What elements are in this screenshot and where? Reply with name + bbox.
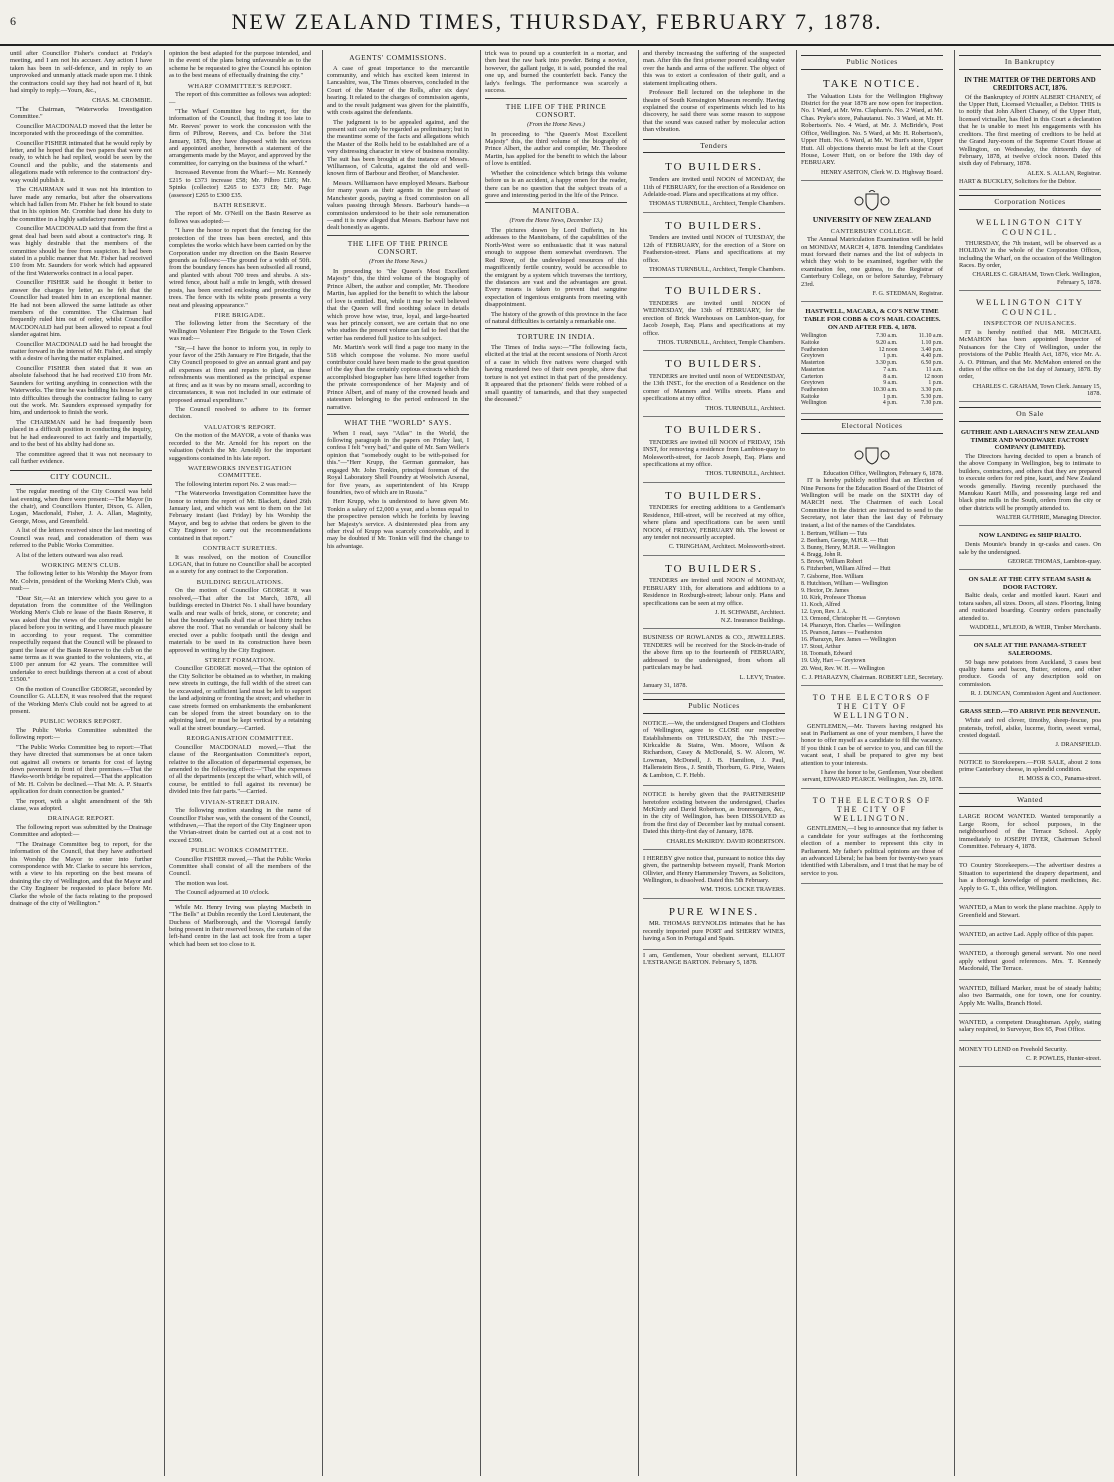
table-cell: 12 noon — [924, 373, 943, 380]
notice-signature: CHARLES C. GRAHAM, Town Clerk. Wellington, February 5, 1878. — [972, 271, 1101, 286]
notice-heading: TO BUILDERS. — [665, 219, 763, 232]
table-row — [801, 360, 943, 367]
column-1 — [6, 50, 156, 1476]
subheading: FIRE BRIGADE. — [214, 311, 266, 319]
paragraph: The report, with a slight amendment of the 9th clause, was adopted. — [10, 797, 152, 813]
notice-heading: GRASS SEED.—TO ARRIVE PER BENVENUE. — [959, 708, 1101, 716]
article-heading: AGENTS' COMMISSIONS. — [349, 53, 447, 62]
section-heading-public-notices: Public Notices — [801, 55, 943, 70]
paragraph: Councillor FISHER then stated that it was an absolute falsehood that he had received £10 from Mr. Saunders for writing anything in connection with the Waterworks. The time he was building his house he got into difficulties through the contractor failing to carry out the work. Mr. Saunders expressed sympathy for him, and undertook to finish the work. — [10, 364, 152, 417]
electors-notice — [801, 688, 943, 789]
article-heading: THE LIFE OF THE PRINCE CONSORT. — [347, 238, 449, 257]
notice-text: MONEY TO LEND on Freehold Security. — [959, 1045, 1068, 1053]
notice-signature: HENRY ASHTON, Clerk W. D. Highway Board. — [820, 168, 943, 176]
notice-heading: PURE WINES. — [668, 905, 760, 918]
column-5 — [638, 50, 789, 1476]
notice-signature: GEORGE THOMAS, Lambton-quay. — [1007, 557, 1101, 565]
notice-signature: I have the honor to be, Gentlemen, Your obedient servant, EDWARD PEARCE. Wellington, Jan. 29, 1878. — [802, 769, 943, 784]
notice-date: Education Office, Wellington, February 6, 1878. — [823, 469, 943, 477]
notice-signature: THOMAS TURNBULL, Architect, Temple Chambers. — [649, 200, 785, 208]
notice-heading: TO BUILDERS. — [665, 423, 763, 436]
paragraph: "The Drainage Committee beg to report, for the information of the Council, that they have authorised his Worship the Mayor to enter into further correspondence with Mr. Clarke to secure his services, with a view to his reporting on the best means of draining the city of Wellington, and that the Mayor and the City Engineer be requested to place before Mr. Clarke the whole of the facts relating to the proposed drainage of the city of Wellington." — [10, 840, 152, 908]
paragraph: "I have the honor to report that the fencing for the protection of the trees has been erected, and this completes the works which have been carried on by the Corporation under my direction on the Basin Reserve grounds as follows:—The ground for a width of 50ft. from the boundary fences has been subsoiled all round, and planted with about 700 trees and shrubs. A six-wired fence, about half a mile in length, with dressed posts, has been erected enclosing and protecting the trees. The fence with its white posts presents a very neat and pleasing appearance." — [169, 227, 311, 309]
notice-signature: L. LEVY, Trustee. — [739, 673, 785, 681]
paragraph: Councillor MACDONALD said that from the first a great deal had been said about a contractor's ring. It was highly desirable that the members of the committee should be free from suspicion. It had been stated in a public manner that Mr. Fisher had received £10 from Mr. Saunders for work which had appeared of the first Waterworks contract in a local paper. — [10, 225, 152, 277]
sale-notice — [959, 756, 1101, 788]
table-cell: Masterton — [801, 360, 825, 367]
table-cell: 1 p.m. — [882, 353, 898, 360]
paragraph: In proceeding to "the Queen's Most Excellent Majesty" this, the third volume of the biography of Prince Albert, the author and compiler, Mr. Theodore Martin, has applied for the benefit to which the labour of love is entitled. But, while it may be well believed that the Queen will find soothing solace in details which prove how wise, true, loyal, and large-hearted was her princely consort, we are certain that no one who studies the present volume can fail to feel that the writer has rendered full justice to his subject. — [327, 267, 469, 342]
notice-signature: THOS. TURNBULL, Architect. — [705, 470, 785, 478]
notice-signature: F. G. STEDMAN, Registrar. — [872, 290, 943, 298]
paragraph: The CHAIRMAN said he had frequently been placed in a difficult position in conducting the inquiry, but he had endeavoured to act fairly and impartially, and to the best of his ability had done so. — [10, 418, 152, 449]
notice-signature: H. MOSS & CO., Panama-street. — [1018, 775, 1101, 783]
notice-signature: CHARLES C. GRAHAM, Town Clerk. January 15, 1878. — [972, 382, 1101, 397]
paragraph: Increased Revenue from the Wharf:— Mr. Kennedy £215 to £373 increase £58; Mr. Pilbro £185; Mr. Spinks (collector) £265 to £373 £8; Mr. Page (assessor) £265 to £300 £35. — [169, 169, 311, 199]
wanted-notice — [959, 859, 1101, 899]
paragraph: "The Waterworks Investigation Committee have the honor to return the report of Mr. Blackett, dated 26th January last, and which was sent to them on the 1st February instant (last Friday) by his Worship the Mayor, and beg to advise that orders be given to the City Engineer to carry out the recommendations contained in that report." — [169, 490, 311, 542]
notice-text: NOTICE.—We, the undersigned Drapers and Clothiers of Wellington, agree to CLOSE our respective Establishments on THURSDAY, the 7th INST.:— Kirkcaldie & Stains, Wm. Moore, Wilson & Richardson, Casey & McDonald, S. W. Alcorn, W. Lowman, McDonell, J. B. Hamilton, J. Paul, Hallenstein Bros., J. Smith, Thorburn, G. Pirie, Waters & Lambton, C. F. Hebb. — [643, 719, 785, 779]
table-cell: Wellington — [801, 400, 827, 407]
paragraph: While Mr. Henry Irving was playing Macbeth in "The Bells" at Dublin recently the Lord Lieutenant, the Duchess of Marlborough, and the Viceregal family being present in their reserved boxes, the curtain of the left-hand centre in the last act took fire from a taper which had been set too close to it. — [169, 903, 311, 948]
notice-heading: UNIVERSITY OF NEW ZEALAND — [812, 214, 932, 224]
paragraph: Councillor FISHER intimated that he would reply by letter, and he hoped that the two papers that were not ready, to which he had replied, would be seen by the Council and the public, and the statements and allegations made with reference to the contractors' dry-way would publish it. — [10, 139, 152, 184]
notice-text: Of the Bankruptcy of JOHN ALBERT CHANEY, of the Upper Hutt, Licensed Victualler, a Debtor. THIS is to notify that John Albert Chaney, of the Upper Hutt, licensed victualler, has filed in this Court a declaration that he is unable to meet his engagements with his creditors. The first meeting of creditors to be held at the Grand Jury-room of the Supreme Court House at Wellington, on Wednesday, the thirteenth day of February, 1878, at twelve o'clock noon. Dated this sixth day of February, 1878. — [959, 93, 1101, 168]
list-item: 15. Pearson, James — Featherston — [801, 630, 883, 637]
table-cell: Carterton — [801, 373, 823, 380]
tender-notice — [643, 353, 785, 417]
paragraph: "The Wharf Committee beg to report, for the information of the Council, that finding it too late to Mr. Reeves' power to work the concession with the firm of Pilbrow, Reeves, and Co. before the 31st January, 1878, they have disposed with his services and appointed another, herewith a statement of the arrangements made by the Mayor, and approved by the committee, for carrying on the business of the wharf." — [169, 107, 311, 167]
list-item: 3. Bunny, Henry, M.H.R. — Wellington — [801, 545, 896, 552]
paragraph: "The Public Works Committee beg to report:—That they have directed that summonses be at once taken out against all owners or tenants for cost of laying down pavement in front of their premises.—That the Hawks-worth bridge be repaired.—That the application of Mr. H. Colvin be declined.—That Mr. A. P. Stuart's application for drain connection be granted." — [10, 743, 152, 796]
list-item: 7. Gisborne, Hon. William — [801, 573, 864, 580]
section-heading-bankruptcy: In Bankruptcy — [959, 55, 1101, 70]
wines-notice — [643, 901, 785, 950]
list-item: 4. Bragg, John R. — [801, 552, 843, 559]
column-2 — [164, 50, 315, 1476]
list-item: 9. Hector, Dr. James — [801, 587, 849, 594]
wanted-notice — [959, 928, 1101, 945]
paragraph: The judgment is to be appealed against, and the present suit can only be regarded as preliminary; but in the meantime some of the facts and allegations which the Master of the Rolls held to be established are of a very distressing character in view of business morality. The suit has been brought at the instance of Messrs. Williamson, of Calcutta, against the old and well-known firm of Barbour and Brother, of Manchester. — [327, 118, 469, 178]
tender-notice — [643, 419, 785, 483]
table-cell: Kaitoke — [801, 393, 820, 400]
list-item: 12. Lyon, Rev. J. A. — [801, 608, 848, 615]
paragraph: Councillor MACDONALD said he had brought the matter forward in the interest of Mr. Fisher, and simply with a desire of having the matter explained. — [10, 340, 152, 363]
notice-text: The Annual Matriculation Examination will be held on MONDAY, MARCH 4, 1878. Intending Candidates must forward their names and the list of subjects in which they wish to be examined, together with the examination fee, one guinea, to the Registrar of Canterbury College, on or before Saturday, February 23rd. — [801, 236, 943, 288]
education-board-notice — [801, 437, 943, 686]
article-heading: MANITOBA. — [532, 206, 580, 216]
paragraph: Mr. Martin's work will find a page too many in the 518 which compose the volume. No more useful contributor could have been made to the great question of the day than the certainly copious extracts which the accomplished biographer has here lifted together from the private correspondence of her Majesty and of Prince Albert, and of many of the crowned heads and statesmen belonging to the period embraced in the narrative. — [327, 344, 469, 411]
table-cell: Greytown — [801, 380, 825, 387]
paragraph: The following letter from the Secretary of the Wellington Volunteer Fire Brigade to the Town Clerk was read:— — [169, 320, 311, 343]
section-heading-wanted: Wanted — [959, 793, 1101, 808]
subheading: WORKING MEN'S CLUB. — [41, 561, 121, 569]
notice-text: WANTED, Billiard Marker, must be of steady habits; also two Barmaids, one for town, one for country. Apply Mr. Wallis, Branch Hotel. — [959, 984, 1101, 1007]
paragraph: The history of the growth of this province in the face of natural difficulties is certainly a remarkable one. — [485, 310, 627, 326]
table-cell: 10.30 a.m. — [873, 386, 898, 393]
notice-text: TENDERS are invited until NOON of MONDAY, FEBRUARY 11th, for alterations and additions to a Residence in Roxburgh-street; labour only. Plans and specifications can be seen at my office. — [643, 577, 785, 607]
notice-text: WANTED, a thorough general servant. No one need apply without good references. Mrs. T. Kennedy Macdonald, The Terrace. — [959, 950, 1101, 973]
notice-text: WANTED, a competent Draughtsman. Apply, stating salary required, to Surveyor, Box 65, Post Office. — [959, 1018, 1101, 1034]
valuation-notice — [801, 73, 943, 181]
subheading: PUBLIC WORKS REPORT. — [39, 718, 123, 726]
paragraph: "Sir,—I have the honor to inform you, in reply to your favor of the 25th January re Fire Brigade, that the City Council proposed to give an annual grant and pay all expenses at fires and repairs to plant, as these refreshments was mentioned as the principal expense at fires; and as it was by no means small, according to circumstances, it was not included in our estimate of proposed annual expenditure." — [169, 344, 311, 404]
table-cell: Masterton — [801, 366, 825, 373]
paragraph: On the motion of the MAYOR, a vote of thanks was recorded to the Mr. Arnold for his report on the valuation (which the Mr. Arnold) for the important suggestions contained in his late report. — [169, 432, 311, 462]
notice-signature: WADDELL, M'LEOD, & WEIR, Timber Merchants. — [969, 624, 1101, 632]
notice-subheading: CANTERBURY COLLEGE. — [830, 227, 914, 235]
list-item: 13. Ormond, Christopher H. — Greytown — [801, 616, 900, 623]
notice-date: January 31, 1878. — [643, 681, 687, 689]
notice-heading: WELLINGTON CITY COUNCIL. — [976, 296, 1084, 317]
notice-text: TENDERS are invited till NOON of FRIDAY, 15th INST, for removing a residence from Lambton-quay to Molesworth-street, for Jacob Joseph, Esq. Plans and specifications at my office. — [643, 438, 785, 468]
list-item: 10. Kirk, Professor Thomas — [801, 594, 867, 601]
letter-signature: I am, Gentlemen, Your obedient servant, ELLIOT L'ESTRANGE BARTON. February 5, 1878. — [643, 951, 785, 967]
divider — [485, 328, 627, 329]
notice-signature: C. P. POWLES, Hunter-street. — [1026, 1055, 1101, 1063]
letter-signature: CHAS. M. CROMBIE. — [92, 96, 152, 104]
list-item: 17. Stout, Arthur — [801, 644, 841, 651]
paragraph: Councillor GEORGE moved,—That the opinion of the City Solicitor be obtained as to whether, in making new streets in cuttings, the full width of the street can be excavated, or sufficient land must be left to support the land adjoining or fronting the street; and whether in case streets formed on embankments the embankment can be sloped from the street boundary on to the adjoining land, or must be kept vertical by a retaining wall at the street boundary.—Carried. — [169, 665, 311, 732]
subheading: VALUATOR'S REPORT. — [203, 423, 277, 431]
money-notice — [959, 1043, 1101, 1068]
table-cell: 3.40 p.m. — [921, 346, 943, 353]
wanted-notice — [959, 947, 1101, 979]
notice-signature: C. TRINGHAM, Architect. Molesworth-street. — [668, 543, 785, 551]
royal-arms-icon — [852, 190, 892, 212]
tender-notice — [643, 558, 785, 630]
subheading: VIVIAN-STREET DRAIN. — [200, 798, 280, 806]
notice-text: WANTED, a Man to work the plane machine. Apply to Greenfield and Stewart. — [959, 904, 1101, 919]
list-item: 19. Udy, Hart — Greytown — [801, 658, 866, 665]
notice-heading: TO BUILDERS. — [665, 358, 763, 371]
notice-text: NOTICE is hereby given that the PARTNERSHIP heretofore existing between the undersigned, Charles McKirdy and David Robertson, as Ironmongers, &c., in the city of Wellington, has been DISSOLVED as from the first day of December last by mutual consent. Dated this thirty-first day of January, 1878. — [643, 791, 785, 836]
notice-text: 50 bags new potatoes from Auckland, 3 cases best quality hams and bacon, Butter, onions, and other produce. Goods of any description sold on commission. — [959, 658, 1101, 688]
notice-heading: TO THE ELECTORS OF THE CITY OF WELLINGTON. — [812, 692, 932, 721]
table-cell: 4 p.m. — [882, 400, 898, 407]
section-heading-on-sale: On Sale — [959, 407, 1101, 422]
paragraph: It was resolved, on the motion of Councillor LOGAN, that in future no Councillor shall be accepted as a surety for any contract to the Corporation. — [169, 553, 311, 576]
notice-signature: CHARLES McKIRDY. DAVID ROBERTSON. — [666, 837, 785, 845]
notice-heading: ON SALE AT THE PANAMA-STREET SALEROOMS. — [973, 642, 1087, 657]
paragraph: The following motion standing in the name of Councillor Fisher was, with the consent of the Council, withdrawn,—That the report of the City Engineer upon the Vivian-street drain be carried out at a cost not to exceed £390. — [169, 807, 311, 844]
notice-signature: THOS. TURNBULL, Architect, Temple Chambers. — [657, 339, 785, 347]
table-cell: 1 p.m. — [882, 393, 898, 400]
divider — [485, 202, 627, 203]
notice-address: N.Z. Insurance Buildings. — [720, 617, 785, 625]
sale-notice — [959, 528, 1101, 570]
notice-text: LARGE ROOM WANTED. Wanted temporarily a Large Room, for school purposes, in the neighbourhood of the Terrace School. Apply immediately to JOSEPH DYER, Chairman School Committee. February 4, 1878. — [959, 813, 1101, 851]
divider — [327, 414, 469, 415]
table-cell: 6.50 p.m. — [921, 360, 943, 367]
corporation-notice — [959, 213, 1101, 291]
table-cell: 3.30 p.m. — [875, 360, 898, 367]
notice-text: Baltic deals, cedar and mottled kauri. Kauri and totara sashes, all sizes. Doors, all sizes. Flooring, lining and rusticated boarding. Country orders punctually attended to. — [959, 592, 1101, 622]
paragraph: The regular meeting of the City Council was held last evening, when there were present:—The Mayor (in the chair), and Councillors Hunter, Dixon, G. Allen, Logan, Macdonald, Fisher, J. A. Allan, Maginity, George, Moss, and Greenfield. — [10, 488, 152, 525]
paragraph: The Council resolved to adhere to its former decision. — [169, 405, 311, 421]
notice-text: Tenders are invited until NOON of MONDAY, the 11th of FEBRUARY, for the erection of a Residence on Adelaide-road. Plans and specifications at my office. — [643, 176, 785, 199]
coach-timetable-notice — [801, 304, 943, 414]
table-cell: Featherston — [801, 346, 829, 353]
paragraph: The following letter to his Worship the Mayor from Mr. Colvin, president of the Working Men's Club, was read:— — [10, 570, 152, 593]
electors-notice — [801, 791, 943, 885]
table-cell: 11.10 a.m. — [918, 333, 943, 340]
sale-notice — [959, 425, 1101, 526]
notice-heading: GUTHRIE AND LARNACH'S NEW ZEALAND TIMBER AND WOODWARE FACTORY COMPANY (LIMITED). — [960, 428, 1100, 452]
notice-heading: HASTWELL, MACARA, & CO'S NEW TIME TABLE FOR COBB & CO'S MAIL COACHES. ON AND AFTER FEB. 4, 1878. — [803, 308, 941, 331]
subheading: CONTRACT SURETIES. — [202, 545, 278, 553]
paragraph: The report of this committee as follows was adopted:— — [169, 91, 311, 106]
list-item: 8. Hutchison, William — Wellington — [801, 580, 888, 587]
paragraph: On the motion of Councillor GEORGE, seconded by Councillor G. ALLEN, it was resolved that the request of the Working Men's Club could not be agreed to at present. — [10, 685, 152, 715]
public-notice — [643, 852, 785, 899]
notice-heading: TO BUILDERS. — [665, 489, 763, 502]
subheading: STREET FORMATION. — [204, 657, 276, 665]
list-item: 11. Koch, Alfred — [801, 601, 841, 608]
letter-addressee: "The Chairman, "Waterworks Investigation Committee." — [10, 105, 152, 121]
section-heading-electoral: Electoral Notices — [801, 419, 943, 434]
table-cell: 9 a.m. — [883, 380, 898, 387]
table-cell: 8 a.m. — [883, 373, 898, 380]
paragraph: trick was to pound up a counterfeit in a mortar, and then heat the raw bark into powder. Being a novice, however, the gallant judge, it is said, pounded the real one up, and burned the counterfeit back. Fancy the lady's feelings. The performance was scarcely a success. — [485, 50, 627, 95]
paragraph: A case of great importance to the mercantile community, and which has excited keen interest in Lancashire, was, The Times observes, concluded in the Court of the Master of the Rolls, after six days' hearing. It related to the charges of commission agents, and to the result judgment was given for the plaintiffs, with costs against the defendants. — [327, 64, 469, 117]
table-cell: 7.30 a.m. — [875, 333, 898, 340]
paragraph: The following interim report No. 2 was read:— — [175, 480, 297, 488]
table-cell: 7 a.m. — [883, 366, 898, 373]
tender-notice — [643, 485, 785, 556]
table-cell: 4.40 p.m. — [921, 353, 943, 360]
notice-text: MR. THOMAS REYNOLDS intimates that he has recently imported pure PORT and SHERRY WINES, having a Son in Portugal and Spain. — [643, 920, 785, 943]
section-heading-public-notices: Public Notices — [643, 699, 785, 714]
notice-signature: C. J. PHARAZYN, Chairman. ROBERT LEE, Secretary. — [801, 673, 943, 681]
notice-text: NOTICE to Storekeepers.—FOR SALE, about 2 tons prime Canterbury cheese, in splendid condition. — [959, 758, 1101, 773]
public-notice — [643, 788, 785, 850]
notice-heading: TO BUILDERS. — [665, 161, 763, 174]
table-cell: Kaitoke — [801, 339, 820, 346]
notice-text: IT is hereby publicly notified that an Election of Nine Persons for the Education Board of the District of Wellington will be made on the SIXTH day of MARCH next. The Chairmen of each Local Committee in the district are instructed to send to the Secretary, not later than the last day of February instant, a list of the names of the Candidates. — [801, 477, 943, 529]
table-cell: 7.30 p.m. — [921, 400, 943, 407]
paragraph: In proceeding to "the Queen's Most Excellent Majesty" this, the third volume of the biography of Prince Albert, the author and compiler, Mr. Theodore Martin, has applied for the benefit to which the labour of love is entitled. — [485, 130, 627, 168]
sale-notice — [959, 704, 1101, 753]
paragraph: The committee agreed that it was not necessary to call further evidence. — [10, 450, 152, 465]
notice-subheading: INSPECTOR OF NUISANCES. — [983, 320, 1077, 328]
notice-text: The Valuation Lists for the Wellington Highway District for the year 1878 are now open for inspection. No. 1 Ward, at Mr. Wm. Clapham's. No. 2 Ward, at Mr. Chas. Pryke's store, Pahautanui. No. 3 Ward, at Mr. H. Robertson's. No. 4 Ward, at Mr. J. McBride's, Post Office, Wellington. No. 5 Ward, at Mr. H. Robertson's, Upper Hutt. No. 6 Ward, at Mr. W. Burt's store, Upper Hutt. All objections thereto must be left at the Court House, Lower Hutt, on or before the 19th day of FEBRUARY. — [801, 92, 943, 167]
table-cell: 12 noon — [878, 346, 898, 353]
notice-text: TENDERS for erecting additions to a Gentleman's Residence, Hill-street, will be received at my office, where plans and specifications can be seen until NOON, of FRIDAY, FEBRUARY 8th. The lowest or any tender not necessarily accepted. — [643, 504, 785, 541]
paragraph: Whether the coincidence which brings this volume before us is an accident, a happy omen for the reader, there can be no question that the subject treats of a grave and interesting period in the life of the Prince. — [485, 169, 627, 200]
notice-text: White and red clover, timothy, sheep-fescue, poa pratensis, trefoil, alsike, lucerne, fiorin, sweet vernal, crested dogstail. — [959, 717, 1101, 739]
column-4 — [480, 50, 631, 1476]
paragraph: The report of Mr. O'Neill on the Basin Reserve as follows was adopted:— — [169, 210, 311, 225]
notice-heading: IN THE MATTER OF THE DEBTORS AND CREDITORS ACT, 1876. — [964, 76, 1096, 92]
notice-heading: TO THE ELECTORS OF THE CITY OF WELLINGTON. — [812, 795, 932, 824]
notice-heading: TAKE NOTICE. — [822, 77, 922, 90]
table-cell: Greytown — [801, 353, 825, 360]
table-row — [801, 353, 943, 360]
table-row — [801, 340, 943, 347]
notice-signature: ALEX. S. ALLAN, Registrar. — [1027, 169, 1101, 177]
wanted-notice — [959, 901, 1101, 926]
paragraph: The CHAIRMAN said it was not his intention to have made any remarks, but after the observations which had fallen from Mr. Fisher he felt bound to state that in his opinion Mr. Crombie had done his duty to the committee in a highly satisfactory manner. — [10, 186, 152, 223]
divider — [327, 235, 469, 236]
candidate-list — [801, 531, 943, 673]
notice-heading: TO BUILDERS. — [665, 285, 763, 298]
subheading: WATERWORKS INVESTIGATION COMMITTEE. — [188, 464, 292, 480]
list-item: 18. Toomath, Edward — [801, 651, 852, 658]
table-row — [801, 333, 943, 340]
notice-signature: WALTER GUTHRIE, Managing Director. — [996, 514, 1101, 522]
paragraph: The Public Works Committee submitted the following report:— — [10, 726, 152, 742]
section-heading-tenders: Tenders — [643, 139, 785, 154]
paragraph: and thereby increasing the suffering of the suspected man. After this the first prisoner poured scalding water over the hands and arms of the sufferer. The object of this was to extort a confession of their guilt, and a statement implicating others. — [643, 50, 785, 87]
table-row — [801, 380, 943, 387]
notice-solicitors: HART & BUCKLEY, Solicitors for the Debtor. — [959, 177, 1077, 185]
table-row — [801, 387, 943, 394]
bankruptcy-notice — [959, 73, 1101, 190]
divider — [485, 98, 627, 99]
list-item: 6. Fitzherbert, William Alfred — Hutt — [801, 566, 891, 573]
notice-heading: WELLINGTON CITY COUNCIL. — [976, 216, 1084, 237]
tender-notice — [643, 280, 785, 351]
paragraph: Councillor FISHER moved,—That the Public Works Committee shall consist of all the members of the Council. — [169, 855, 311, 878]
subheading: PUBLIC WORKS COMMITTEE. — [191, 847, 289, 855]
list-item: 1. Bertram, William — Tuts — [801, 531, 868, 538]
paragraph: Councillor FISHER said he thought it better to answer the charges by letter, as he felt that the Councillor had treated him in an exceptional manner. He had not been allowed the same latitude as other members of the committee. The Chairman had frequently ruled him out of order, whilst Councillor MACDONALD had put been allowed to repeat a foul slander against him. — [10, 279, 152, 339]
list-item: 16. Pharazyn, Rev. James — Wellington — [801, 637, 896, 644]
table-cell: 1 p.m. — [928, 380, 943, 387]
table-cell: 11 a.m. — [925, 366, 943, 373]
notice-signature: THOMAS TURNBULL, Architect, Temple Chambers. — [649, 266, 785, 274]
section-heading: CITY COUNCIL. — [10, 470, 152, 485]
notice-text: THURSDAY, the 7th instant, will be observed as a HOLIDAY in the whole of the Corporation Offices, including the Wharf, on the occasion of the Wellington Races. By order, — [959, 239, 1101, 269]
university-notice — [801, 183, 943, 302]
tender-notice — [643, 156, 785, 212]
paragraph: Herr Krupp, who is understood to have given Mr. Tonkin a salary of £2,000 a year, and a bonus equal to the prospective pension which he forfeits by leaving her Majesty's service. A disinterested plea from any other rival of Krupp was scarcely conceivable, and it may be doubted if Mr. Tonkin will find the change to his advantage. — [327, 498, 469, 550]
paragraph: opinion the best adapted for the purpose intended, and in the event of the plans being unfavourable as to the scheme he be requested to give the Council his opinion as to the best means of effectually draining the city." — [169, 50, 311, 80]
notice-text: Tenders are invited until NOON of TUESDAY, the 12th of FEBRUARY, for the erection of a Store on Featherston-street. Plans and specifications at my office. — [643, 234, 785, 264]
paragraph: The pictures drawn by Lord Dufferin, in his addresses to the Manitobans, of the capabilities of the North-West were so enthusiastic that it was natural enough to suppose them somewhat overdrawn. The Red River, of the undeveloped resources of this magnificently fertile country, would be accessible to the emigrant by a system which traverses the territory, the distances are vast and the advantages are great. Every means is taken to prevent that sanguine expectation of ingenious emigrants from meeting with disappointment. — [485, 226, 627, 309]
page-number: 6 — [10, 14, 16, 28]
paragraph: On the motion of Councillor GEORGE it was resolved,—That after the 1st March, 1878, all buildings erected in District No. 1 shall have boundary walls and rear walls of brick, stone, or concrete; and that the boundary walls shall rise at least thirty inches above the roof. That no verandah or balcony shall be erected over a public footpath until the design and materials to be used in its construction have been approved in writing by the City Engineer. — [169, 587, 311, 654]
table-row — [801, 374, 943, 381]
paragraph: The motion was lost. — [175, 879, 229, 887]
table-cell: 9.20 a.m. — [875, 339, 898, 346]
notice-heading: TO BUILDERS. — [665, 562, 763, 575]
masthead — [0, 0, 1114, 46]
public-notice — [643, 717, 785, 786]
article-source: (From the Home News.) — [369, 259, 427, 266]
list-item: 20. West, Rev. W. H. — Wellington — [801, 665, 885, 672]
notice-signature: THOS. TURNBULL, Architect. — [705, 404, 785, 412]
notice-text: I HEREBY give notice that, pursuant to notice this day given, the partnership between myself, Frank Morton Ollivier, and Henry Hammersley Travers, as Solicitors, Wellington, is dissolved. Dated this 5th February. — [643, 854, 785, 885]
columns — [6, 50, 1108, 1476]
paragraph: The Council adjourned at 10 o'clock. — [175, 889, 270, 897]
notice-text: TENDERS are invited until NOON of WEDNESDAY, the 13th of FEBRUARY, for the erection of Brick Warehouses on Lambton-quay, for Jacob Joseph, Esq. Plans and specifications at my office. — [643, 300, 785, 337]
paragraph: When I read, says "Atlas" in the World, the following paragraph in the papers on Friday last, I confess I felt "very bad," and quite of Mr. Sam Weller's opinion that "somebody ought to be with-poised for this."—"Herr Krupp, the German gunmaker, has engaged Mr. John Tonkin, principal foreman of the Royal Laboratory Shell Foundry at Woolwich Arsenal, for five years, as superintendent of his Krupp foundries, two of which are in Russia." — [327, 429, 469, 496]
column-3 — [322, 50, 473, 1476]
notice-signature: J. DRANSFIELD. — [1055, 741, 1101, 749]
sale-notice — [959, 572, 1101, 636]
column-7 — [954, 50, 1105, 1476]
notice-heading: ON SALE AT THE CITY STEAM SASH & DOOR FACTORY. — [968, 576, 1092, 591]
notice-text: The Directors having decided to open a branch of the above Company in Wellington, beg to intimate to builders, contractors, and others that they are prepared to execute orders for red pine, kauri, and New Zealand woods generally. Having recently purchased the Manukau Kauri Mills, and possessing large red and black pine mills in the South, orders from the city or other districts will be promptly attended to. — [959, 452, 1101, 512]
table-cell: 3.30 p.m. — [921, 386, 943, 393]
corporation-notice — [959, 293, 1101, 402]
subheading: REORGANISATION COMMITTEE. — [186, 735, 294, 743]
notice-text: TO Country Storekeepers.—The advertiser desires a Situation to superintend the drapery department, and has a thorough knowledge of patent medicines, &c. Apply to G. T., this office, Wellington. — [959, 862, 1101, 892]
notice-signature: J. H. SCHWABE, Architect. — [715, 609, 785, 617]
article-source: (From the Home News.) — [527, 121, 585, 128]
notice-text: BUSINESS OF ROWLANDS & CO., JEWELLERS. TENDERS will be received for the Stock-in-trade of the above firm up to the fourteenth of FEBRUARY, addressed to the undersigned, from whom all particulars may be had. — [643, 634, 785, 672]
notice-text: GENTLEMEN,—Mr. Travers having resigned his seat in Parliament as one of your members, I have the honor to offer myself as a candidate to fill the vacancy. If you think I can be of service to you, and can fill the vacant seat, I shall be prepared to give my best attention to your interests. — [801, 722, 943, 767]
divider — [169, 900, 311, 901]
section-heading-corporation: Corporation Notices — [959, 195, 1101, 210]
letter-text: until after Councillor Fisher's conduct at Friday's meeting, and I am not his accuser. Any action I have taken has been in self-defence, and in reply to an unprovoked and unmanly attack made upon me. I think the contractors could say they had not heard of it, but had simply to reply.—Yours, &c., — [10, 50, 152, 95]
column-6 — [796, 50, 947, 1476]
list-item: 5. Brown, William Robert — [801, 559, 863, 566]
table-cell: Wellington — [801, 333, 827, 340]
paragraph: Professor Bell lectured on the telephone in the theatre of South Kensington Museum recently. Having explained the course of experiments which led to his discovery, he said there was some reason to suppose that the sound was caused rather by molecular action than vibration. — [643, 89, 785, 134]
article-heading: TORTURE IN INDIA. — [517, 332, 595, 342]
business-notice — [643, 631, 785, 693]
article-heading: THE LIFE OF THE PRINCE CONSORT. — [505, 101, 607, 120]
table-row — [801, 367, 943, 374]
tender-notice — [643, 215, 785, 279]
newspaper-title: NEW ZEALAND TIMES, THURSDAY, FEBRUARY 7, 1878. — [231, 9, 883, 34]
list-item: 2. Beetham, George, M.H.R. — Hutt — [801, 538, 889, 545]
notice-text: IT is hereby notified that MR. MICHAEL McMAHON has been appointed Inspector of Nuisances for the City of Wellington, under the provisions of the Public Health Act, 1876, vice Mr. A. A. O. Pittman, and that Mr. McMahon entered on the duties of the office on the 1st day of January, 1878. By order, — [959, 328, 1101, 381]
notice-text: WANTED, an active Lad. Apply office of this paper. — [959, 931, 1094, 939]
article-heading: WHAT THE "WORLD" SAYS. — [344, 417, 452, 427]
subheading: BUILDING REGULATIONS. — [196, 578, 284, 586]
subheading: WHARF COMMITTEE'S REPORT. — [187, 82, 293, 90]
table-row — [801, 347, 943, 354]
table-row — [801, 400, 943, 407]
wanted-notice — [959, 810, 1101, 857]
paragraph: Councillor MACDONALD moved that the letter be incorporated with the proceedings of the committee. — [10, 122, 152, 138]
notice-signature: WM. THOS. LOCKE TRAVERS. — [700, 886, 785, 894]
paragraph: Councillor MACDONALD moved,—That the clause of the Reorganisation Committee's report, relative to the allocation of departmental expenses, be amended to the following effect:—"That the expenses of all the departments (except the wharf, which will, of course, be entitled to full against its revenue) be divided into five fair parts."—Carried. — [169, 743, 311, 796]
coach-timetable — [801, 333, 943, 407]
wanted-notice — [959, 982, 1101, 1014]
subheading: DRAINAGE REPORT. — [47, 815, 115, 823]
paragraph: The Times of India says:—"The following facts, elicited at the trial at the recent sessions of North Arcot of a case in which five natives were charged with having murdered two of their own people, show that torture is not yet extinct in that part of the presidency. It appeared that the prisoners' fields were robbed of a small quantity of tamarinds, and that they suspected the deceased." — [485, 344, 627, 403]
paragraph: The following report was submitted by the Drainage Committee and adopted:— — [10, 823, 152, 839]
notice-text: Denis Mounie's brandy in qr-casks and cases. On sale by the undersigned. — [959, 541, 1101, 556]
article-source: (From the Home News, December 13.) — [509, 218, 603, 225]
notice-text: GENTLEMEN,—I beg to announce that my father is a candidate for your suffrages at the forthcoming election of a member to represent this city in Parliament. My father's political opinions are those of an advanced Liberal; he has been for twenty-two years identified with Liberalism, and I trust that he may be of service to you. — [801, 825, 943, 877]
paragraph: "Dear Sir,—At an interview which you gave to a deputation from the committee of the Wellington Working Men's Club re lease of the Basin Reserve, it was asked that the views of the committee might be placed before you in writing, and I have much pleasure in according to your request. The committee respectfully request that the Council will be pleased to grant the lease of the Basin Reserve to the club on the same terms as it was granted to the volunteers, viz., at £100 per annum for 42 years. The committee will undertake to erect buildings thereon at a cost of about £1500." — [10, 594, 152, 684]
table-row — [801, 394, 943, 401]
royal-arms-icon — [852, 444, 892, 466]
table-cell: 5.30 p.m. — [921, 393, 943, 400]
paragraph: A list of the letters received since the last meeting of Council was read, and consideration of them was referred to the Public Works Committee. — [10, 527, 152, 550]
notice-text: TENDERS are invited until noon of WEDNESDAY, the 13th INST., for the erection of a Residence on the corner of Manners and Willis streets. Plans and specifications at my office. — [643, 373, 785, 403]
paragraph: A list of the letters outward was also read. — [16, 551, 124, 559]
table-cell: 1.10 p.m. — [921, 339, 943, 346]
sale-notice — [959, 638, 1101, 702]
subheading: BATH RESERVE. — [213, 202, 267, 210]
wanted-notice — [959, 1016, 1101, 1041]
notice-heading: NOW LANDING ex SHIP RIALTO. — [978, 532, 1082, 540]
list-item: 14. Pharazyn, Hon. Charles — Wellington — [801, 623, 901, 630]
paragraph: Messrs. Williamson have employed Messrs. Barbour for many years as their agents in the purchase of Manchester goods, paying a fixed commission on all values passing through Messrs. Barbour's hands—a commission understood to be their sole remuneration—and it is now alleged that Messrs. Barbour have not dealt honestly as agents. — [327, 179, 469, 232]
notice-signature: R. J. DUNCAN, Commission Agent and Auctioneer. — [970, 690, 1101, 698]
table-cell: Featherston — [801, 386, 829, 393]
